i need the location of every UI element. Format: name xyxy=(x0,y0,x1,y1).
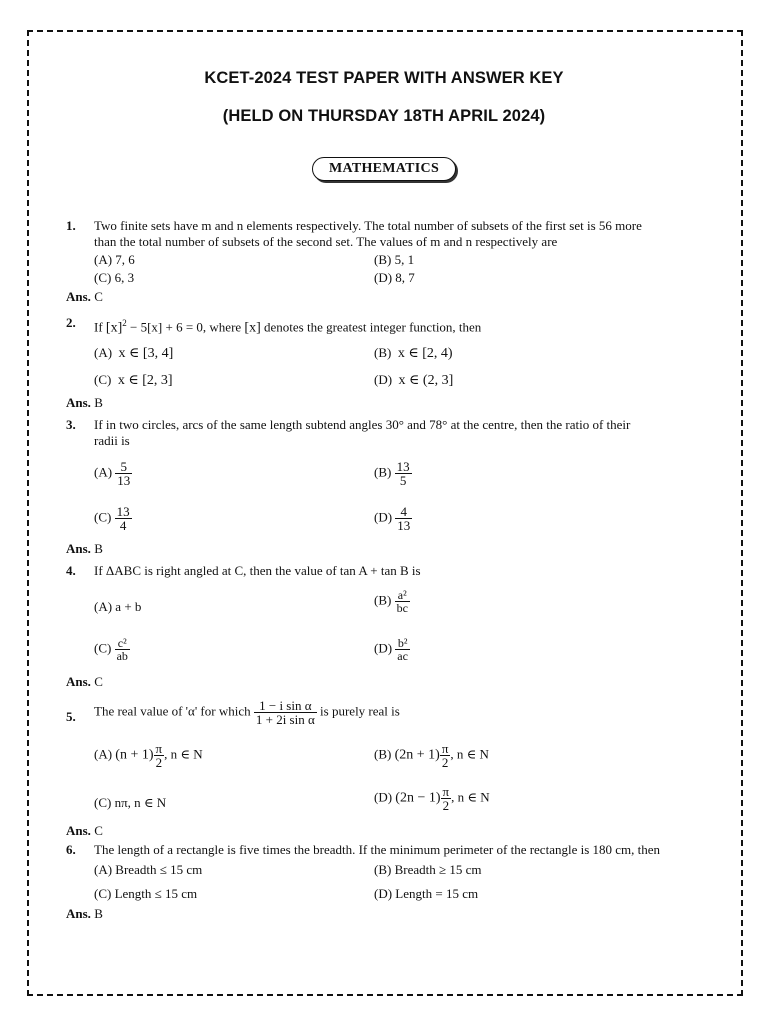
option-c: (C) nπ, n ∈ N xyxy=(94,795,167,810)
question-text: If ΔABC is right angled at C, then the value of tan A + tan B is xyxy=(94,563,421,578)
question-number: 2. xyxy=(66,315,76,330)
option-b: (B) Breadth ≥ 15 cm xyxy=(374,862,482,877)
question-number: 3. xyxy=(66,417,76,432)
option-d: (D) $\frac{\text{b²}}{ac}$ xyxy=(374,636,408,663)
question-text: Two finite sets have m and n elements respectively. The total number of subsets of the first set is 56 more xyxy=(94,218,642,233)
question-text: than the total number of subsets of the second set. The values of m and n respectively are xyxy=(94,234,558,249)
option-a: (A) 7, 6 xyxy=(94,252,135,267)
fraction: $\frac{4}{13}$ xyxy=(397,504,411,533)
option-a: (A) x ∈ [3, 4] xyxy=(94,345,174,361)
option-a: (A) $\frac{5}{13}$ xyxy=(94,459,131,488)
paper-date: (HELD ON THURSDAY 18TH APRIL 2024) xyxy=(222,107,546,125)
fraction: $\frac{\pi}{2}$ xyxy=(441,741,449,770)
subject-badge: MATHEMATICS xyxy=(312,157,456,181)
option-b: (B) (2n + 1) $\frac{\pi}{2}$ , n ∈ N xyxy=(374,741,489,770)
option-a: (A) Breadth ≤ 15 cm xyxy=(94,862,203,877)
option-b: (B) 5, 1 xyxy=(374,252,415,267)
option-d: (D) (2n − 1) $\frac{\pi}{2}$ , n ∈ N xyxy=(374,784,490,813)
option-d: (D) x ∈ (2, 3] xyxy=(374,372,454,388)
question-number: 6. xyxy=(66,842,76,857)
fraction: $\frac{13}{5}$ xyxy=(396,459,410,488)
paper-title: KCET-2024 TEST PAPER WITH ANSWER KEY xyxy=(204,69,564,87)
option-d: (D) 8, 7 xyxy=(374,270,415,285)
answer: Ans. B xyxy=(66,395,103,410)
question-number: 4. xyxy=(66,563,76,578)
fraction: $\frac{\pi}{2}$ xyxy=(442,784,450,813)
option-b: (B) $\frac{13}{5}$ xyxy=(374,459,410,488)
fraction: $\frac{13}{4}$ xyxy=(116,504,130,533)
fraction: $\frac{\text{1 − i sin α}}{\text{1 + 2i sin α}}$ xyxy=(255,698,315,727)
fraction: $\frac{\text{c²}}{ab}$ xyxy=(116,636,128,663)
fraction: $\frac{\pi}{2}$ xyxy=(155,741,163,770)
question-text: If $[x]^2 - 5[x] + 6 = 0$, where [x] denotes the greatest integer function, then xyxy=(94,318,482,336)
option-c: (C) x ∈ [2, 3] xyxy=(94,372,173,388)
question-number: 5. xyxy=(66,709,76,724)
option-c: (C) $\frac{\text{c²}}{ab}$ xyxy=(94,636,128,663)
option-d: (D) Length = 15 cm xyxy=(374,886,479,901)
answer: Ans. B xyxy=(66,541,103,556)
option-c: (C) Length ≤ 15 cm xyxy=(94,886,198,901)
answer: Ans. C xyxy=(66,823,103,838)
question-number: 1. xyxy=(66,218,76,233)
fraction: $\frac{\text{b²}}{ac}$ xyxy=(397,636,408,663)
option-a: (A) a + b xyxy=(94,599,142,614)
question-text: radii is xyxy=(94,433,130,448)
answer: Ans. B xyxy=(66,906,103,921)
question-text: If in two circles, arcs of the same length subtend angles 30° and 78° at the centre, then the ratio of their xyxy=(94,417,631,432)
option-c: (C) 6, 3 xyxy=(94,270,135,285)
fraction: $\frac{5}{13}$ xyxy=(117,459,131,488)
option-d: (D) $\frac{4}{13}$ xyxy=(374,504,411,533)
answer: Ans. C xyxy=(66,289,103,304)
question-text: The real value of 'α' for which $\frac{\text{1 − i sin α}}{\text{1 + 2i sin α}}$ is purely real is xyxy=(94,698,400,727)
option-b: (B) x ∈ [2, 4) xyxy=(374,345,453,361)
question-text: The length of a rectangle is five times the breadth. If the minimum perimeter of the rectangle is 180 cm, then xyxy=(94,842,661,857)
option-b: (B) $\frac{\text{a²}}{bc}$ xyxy=(374,588,408,615)
fraction: $\frac{\text{a²}}{bc}$ xyxy=(396,588,408,615)
option-c: (C) $\frac{13}{4}$ xyxy=(94,504,130,533)
answer: Ans. C xyxy=(66,674,103,689)
option-a: (A) (n + 1) $\frac{\pi}{2}$ , n ∈ N xyxy=(94,741,203,770)
